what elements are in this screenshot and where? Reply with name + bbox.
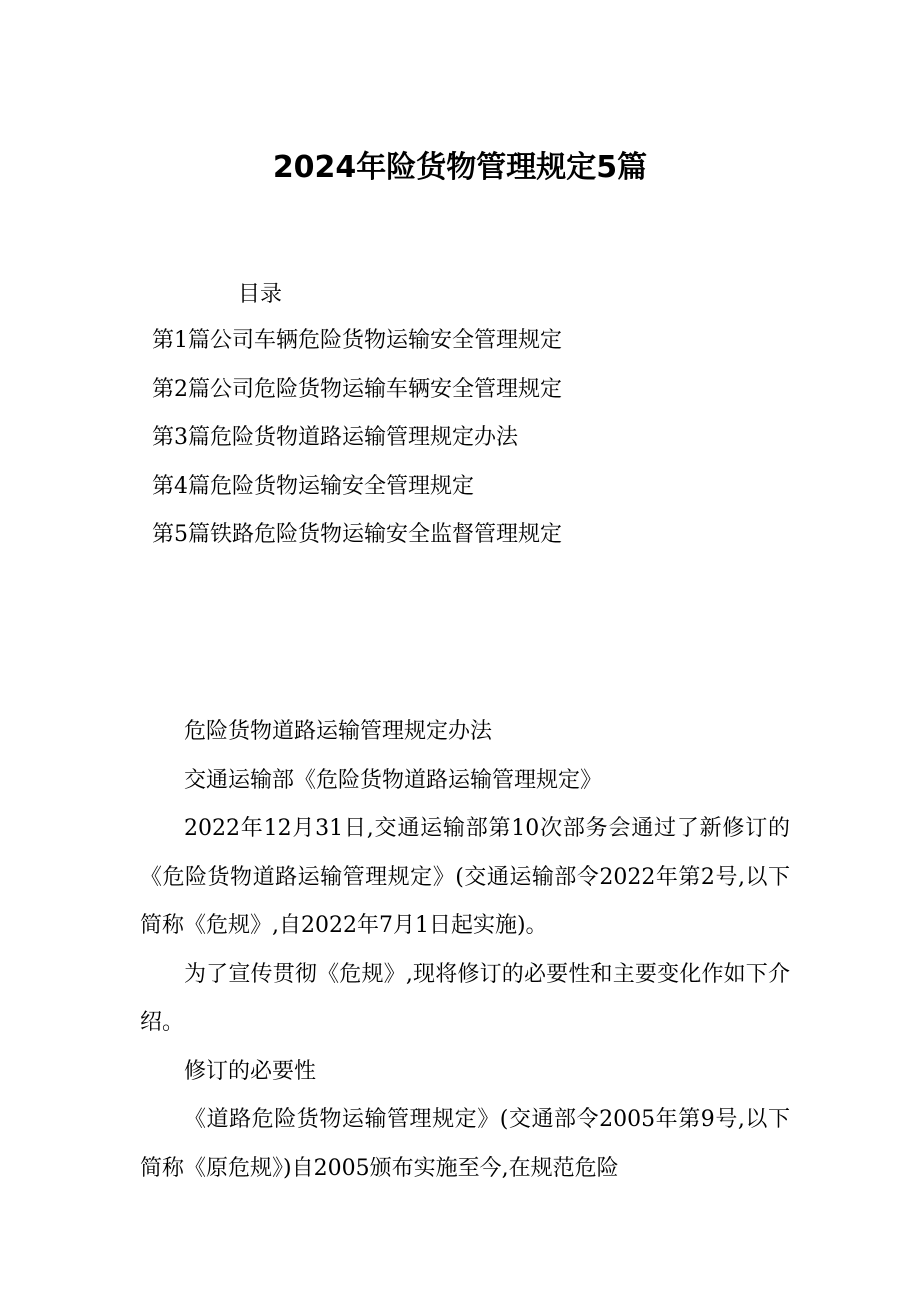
body-paragraph: 为了宣传贯彻《危规》,现将修订的必要性和主要变化作如下介绍。: [140, 961, 790, 1035]
toc-item: 第4篇危险货物运输安全管理规定: [152, 473, 474, 499]
section-subheading: 交通运输部《危险货物道路运输管理规定》: [184, 767, 603, 793]
toc-item: 第5篇铁路危险货物运输安全监督管理规定: [152, 522, 562, 547]
section-heading: 修订的必要性: [184, 1058, 317, 1084]
toc-heading: 目录: [238, 282, 283, 307]
body-paragraph: 《道路危险货物运输管理规定》(交通部令2005年第9号,以下简称《原危规》)自2005颁布实施至今,在规范危险: [140, 1107, 790, 1181]
toc-item: 第2篇公司危险货物运输车辆安全管理规定: [152, 376, 562, 402]
toc-item: 第1篇公司车辆危险货物运输安全管理规定: [152, 328, 562, 353]
table-of-contents: [152, 325, 562, 568]
toc-item: 第3篇危险货物道路运输管理规定办法: [152, 425, 518, 450]
body-paragraph: 2022年12月31日,交通运输部第10次部务会通过了新修订的《危险货物道路运输管理规定》(交通运输部令2022年第2号,以下简称《危规》,自2022年7月1日起实施)。: [140, 816, 790, 938]
document-title: 2024年险货物管理规定5篇: [272, 150, 648, 185]
section-heading: 危险货物道路运输管理规定办法: [184, 719, 493, 744]
document-body: [140, 708, 790, 1193]
